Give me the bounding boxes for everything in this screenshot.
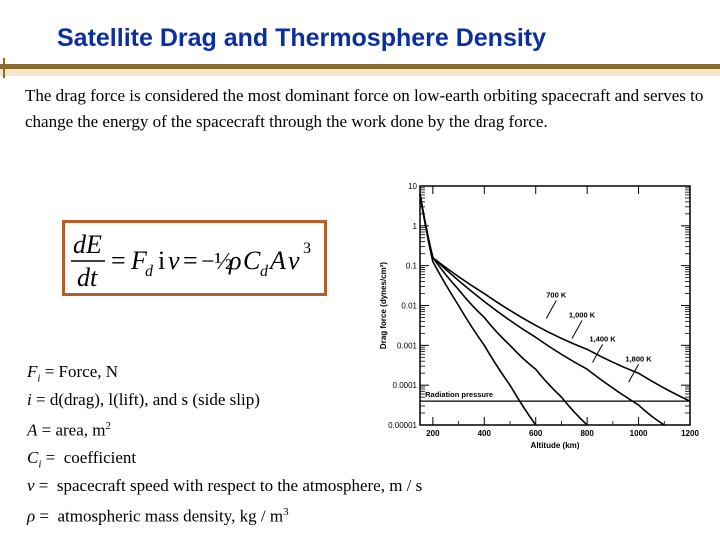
- eq-C-sub: d: [260, 263, 268, 280]
- chart-annotation: 1,400 K: [589, 334, 616, 344]
- eq-dt: dt: [77, 263, 98, 292]
- x-tick-label: 600: [529, 429, 543, 438]
- y-axis-label: Drag force (dynes/cm²): [379, 261, 388, 350]
- drag-equation: [62, 220, 327, 296]
- x-tick-label: 400: [477, 429, 491, 438]
- eq-v3-exp: 3: [303, 240, 311, 257]
- x-tick-label: 1200: [681, 429, 699, 438]
- def-i: i = d(drag), l(lift), and s (side slip): [27, 390, 260, 409]
- eq-F-sub: d: [145, 263, 153, 280]
- eq-dot: i: [158, 246, 166, 275]
- page-title: Satellite Drag and Thermosphere Density: [57, 24, 547, 52]
- eq-A: A: [270, 246, 286, 275]
- eq-v: v: [168, 246, 180, 275]
- y-tick-label: 1: [412, 221, 417, 231]
- x-tick-label: 200: [426, 429, 440, 438]
- eq-F: F: [131, 246, 147, 275]
- y-tick-label: 0.001: [396, 341, 417, 351]
- intro-paragraph: The drag force is considered the most dominant force on low-earth orbiting spacecraft and serves to change the energy of the spacecraft through the work done by the drag force.: [25, 86, 704, 131]
- title-divider: [0, 64, 720, 78]
- eq-v3: v: [288, 246, 300, 275]
- chart-annotation: Radiation pressure: [425, 390, 494, 400]
- def-speed: v = spacecraft speed with respect to the atmosphere, m / s: [27, 476, 423, 495]
- annotation-arrow: [546, 301, 556, 319]
- y-tick-label: 10: [408, 182, 417, 191]
- x-axis-label: Altitude (km): [530, 441, 580, 450]
- drag-force-chart-svg: [360, 170, 710, 455]
- chart-annotation: 700 K: [546, 290, 567, 300]
- eq-C: C: [243, 246, 261, 275]
- eq-dE: dE: [73, 230, 102, 259]
- y-tick-label: 0.01: [401, 301, 417, 311]
- chart-annotation: 1,800 K: [625, 354, 652, 364]
- chart-annotation: 1,000 K: [568, 310, 596, 320]
- eq-minus-half: −½: [201, 249, 233, 275]
- drag-force-chart: [360, 170, 710, 455]
- x-tick-label: 1000: [629, 429, 648, 438]
- def-density: ρ = atmospheric mass density, kg / $m^3$: [27, 506, 289, 526]
- def-force: $F_i$ = Force, N: [27, 362, 119, 385]
- def-coefficient: $C_i$ = coefficient: [27, 448, 137, 471]
- eq-rho: ρ: [229, 246, 242, 275]
- eq-equals-2: =: [183, 246, 198, 275]
- y-tick-label: 0.0001: [392, 381, 417, 391]
- x-tick-label: 800: [580, 429, 594, 438]
- annotation-arrow: [572, 320, 582, 338]
- eq-equals: =: [111, 246, 126, 275]
- y-tick-label: 0.1: [405, 261, 417, 271]
- def-area: A = area, $m^2$: [27, 420, 111, 440]
- y-tick-label: 0.00001: [388, 421, 417, 430]
